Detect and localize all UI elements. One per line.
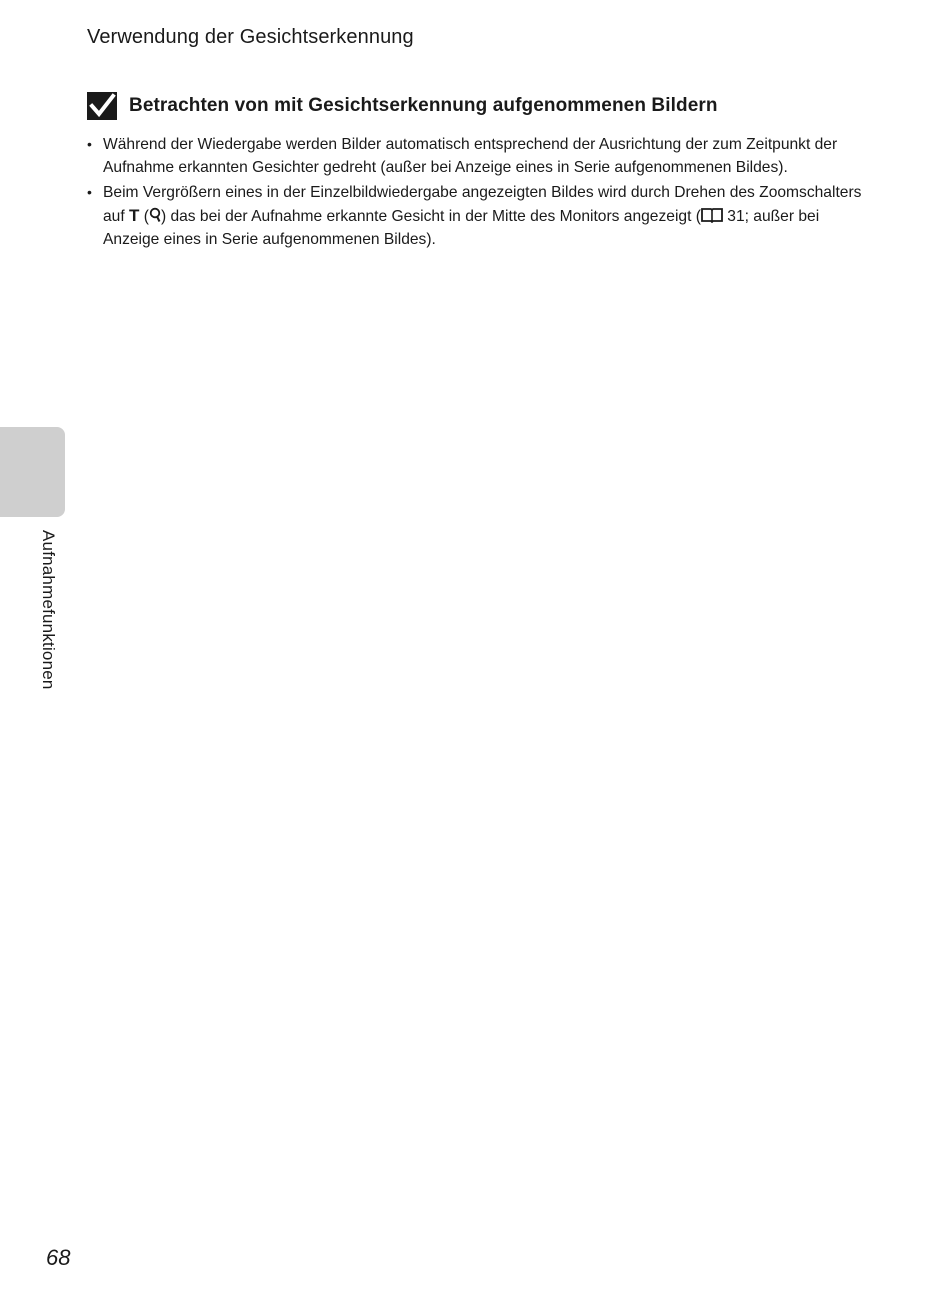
note-text: Während der Wiedergabe werden Bilder automatisch entsprechend der Ausrichtung der zum Zeitpunkt der Aufnahme erkannten Gesichter gedreht (außer bei Anzeige eines in Serie aufgenommenen Bildes). — [103, 136, 838, 176]
bullet: • — [87, 184, 92, 200]
note-text-end: 31; außer bei Anzeige eines in Serie aufgenommenen Bildes). — [103, 208, 820, 248]
zoom-magnifier-icon — [149, 207, 161, 223]
section-title: Betrachten von mit Gesichtserkennung aufgenommenen Bildern — [129, 95, 718, 116]
note-text-middle: ) das bei der Aufnahme erkannte Gesicht in der Mitte des Monitors angezeigt ( — [160, 208, 701, 225]
check-icon — [87, 92, 117, 120]
page-number: 68 — [46, 1245, 71, 1270]
chapter-label: Aufnahmefunktionen — [39, 530, 58, 690]
note-text-start: Beim Vergrößern eines in der Einzelbildwiedergabe angezeigten Bildes wird durch Drehen des Zoomschalters auf — [103, 184, 862, 225]
paren-open: ( — [139, 208, 149, 225]
book-reference-icon — [701, 207, 723, 223]
notes-list — [87, 133, 862, 253]
bullet: • — [87, 136, 92, 152]
section-heading — [87, 92, 718, 120]
note-item — [87, 181, 862, 251]
page-header: Verwendung der Gesichtserkennung — [87, 26, 414, 48]
chapter-tab — [0, 427, 65, 517]
note-item — [87, 133, 862, 179]
zoom-tele-key: T — [129, 206, 140, 225]
